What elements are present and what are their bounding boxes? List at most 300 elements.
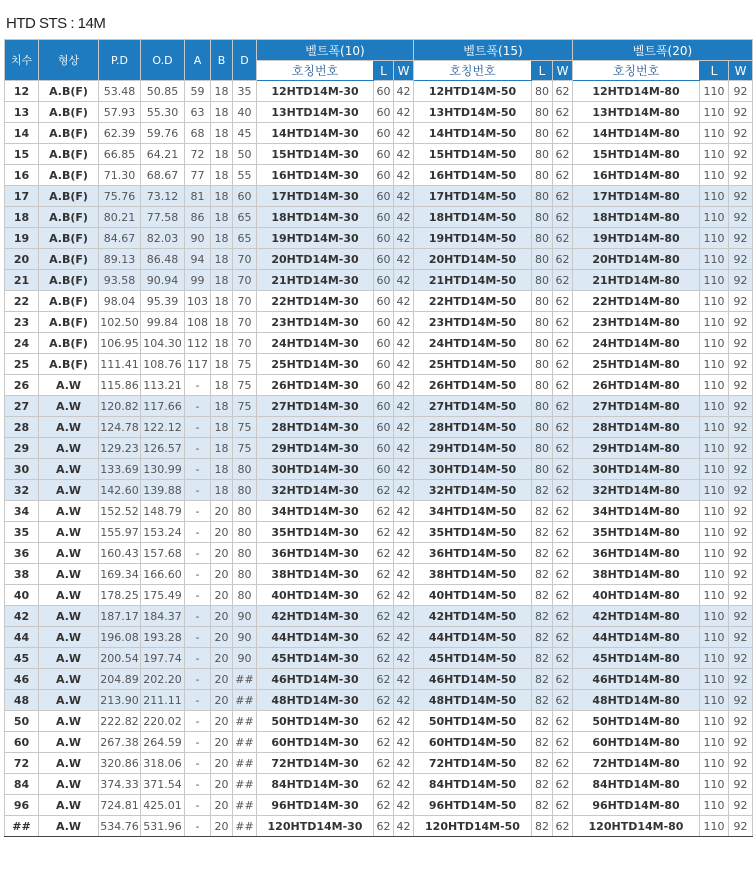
cell-b: 18 xyxy=(211,102,233,123)
cell-shape: A.B(F) xyxy=(39,102,99,123)
cell-pd: 75.76 xyxy=(99,186,141,207)
cell-c2: 23HTD14M-50 xyxy=(414,312,532,333)
cell-d: 80 xyxy=(233,480,257,501)
table-row xyxy=(5,606,753,627)
cell-size: 36 xyxy=(5,543,39,564)
cell-c3: 34HTD14M-80 xyxy=(573,501,700,522)
cell-b: 20 xyxy=(211,585,233,606)
cell-od: 264.59 xyxy=(141,732,185,753)
cell-size: 26 xyxy=(5,375,39,396)
cell-pd: 93.58 xyxy=(99,270,141,291)
cell-l2: 82 xyxy=(532,795,553,816)
cell-shape: A.W xyxy=(39,585,99,606)
header-code-10: 호칭번호 xyxy=(257,61,374,81)
cell-l1: 62 xyxy=(374,732,394,753)
cell-w1: 42 xyxy=(394,312,414,333)
cell-pd: 222.82 xyxy=(99,711,141,732)
cell-w1: 42 xyxy=(394,375,414,396)
cell-shape: A.B(F) xyxy=(39,123,99,144)
cell-w1: 42 xyxy=(394,753,414,774)
cell-d: 80 xyxy=(233,459,257,480)
cell-od: 122.12 xyxy=(141,417,185,438)
cell-size: 40 xyxy=(5,585,39,606)
table-row xyxy=(5,438,753,459)
table-row xyxy=(5,312,753,333)
cell-w1: 42 xyxy=(394,81,414,102)
cell-l2: 80 xyxy=(532,312,553,333)
cell-od: 50.85 xyxy=(141,81,185,102)
cell-c2: 44HTD14M-50 xyxy=(414,627,532,648)
cell-l2: 80 xyxy=(532,165,553,186)
cell-c2: 48HTD14M-50 xyxy=(414,690,532,711)
cell-pd: 129.23 xyxy=(99,438,141,459)
cell-b: 20 xyxy=(211,501,233,522)
cell-c1: 24HTD14M-30 xyxy=(257,333,374,354)
cell-pd: 155.97 xyxy=(99,522,141,543)
cell-a: 117 xyxy=(185,354,211,375)
cell-w1: 42 xyxy=(394,606,414,627)
cell-c3: 120HTD14M-80 xyxy=(573,816,700,837)
cell-w1: 42 xyxy=(394,522,414,543)
cell-w3: 92 xyxy=(729,753,753,774)
cell-shape: A.W xyxy=(39,417,99,438)
header-shape: 형상 xyxy=(39,40,99,81)
cell-pd: 115.86 xyxy=(99,375,141,396)
cell-pd: 142.60 xyxy=(99,480,141,501)
cell-c1: 96HTD14M-30 xyxy=(257,795,374,816)
cell-l3: 110 xyxy=(700,123,729,144)
cell-l3: 110 xyxy=(700,81,729,102)
cell-w3: 92 xyxy=(729,333,753,354)
cell-w3: 92 xyxy=(729,732,753,753)
cell-c1: 18HTD14M-30 xyxy=(257,207,374,228)
cell-l1: 60 xyxy=(374,186,394,207)
cell-c3: 40HTD14M-80 xyxy=(573,585,700,606)
cell-c3: 30HTD14M-80 xyxy=(573,459,700,480)
table-row xyxy=(5,228,753,249)
cell-c2: 84HTD14M-50 xyxy=(414,774,532,795)
cell-w3: 92 xyxy=(729,501,753,522)
cell-a: - xyxy=(185,627,211,648)
table-row xyxy=(5,585,753,606)
header-pd: P.D xyxy=(99,40,141,81)
cell-od: 153.24 xyxy=(141,522,185,543)
cell-c3: 50HTD14M-80 xyxy=(573,711,700,732)
cell-w2: 62 xyxy=(553,501,573,522)
header-belt-width-20: 벨트폭(20) xyxy=(573,40,753,61)
cell-c2: 18HTD14M-50 xyxy=(414,207,532,228)
cell-c3: 20HTD14M-80 xyxy=(573,249,700,270)
cell-d: 70 xyxy=(233,249,257,270)
cell-c1: 17HTD14M-30 xyxy=(257,186,374,207)
cell-shape: A.W xyxy=(39,669,99,690)
cell-d: 70 xyxy=(233,312,257,333)
cell-d: 40 xyxy=(233,102,257,123)
cell-pd: 178.25 xyxy=(99,585,141,606)
cell-size: 18 xyxy=(5,207,39,228)
cell-l2: 82 xyxy=(532,711,553,732)
cell-a: 108 xyxy=(185,312,211,333)
cell-d: ## xyxy=(233,774,257,795)
table-row xyxy=(5,270,753,291)
header-belt-width-10: 벨트폭(10) xyxy=(257,40,414,61)
cell-pd: 111.41 xyxy=(99,354,141,375)
table-row xyxy=(5,753,753,774)
header-d: D xyxy=(233,40,257,81)
cell-l1: 62 xyxy=(374,606,394,627)
cell-b: 18 xyxy=(211,396,233,417)
cell-l2: 82 xyxy=(532,627,553,648)
cell-a: 86 xyxy=(185,207,211,228)
header-size: 치수 xyxy=(5,40,39,81)
cell-d: ## xyxy=(233,795,257,816)
cell-size: 23 xyxy=(5,312,39,333)
cell-w2: 62 xyxy=(553,459,573,480)
cell-l1: 60 xyxy=(374,228,394,249)
cell-od: 77.58 xyxy=(141,207,185,228)
cell-w2: 62 xyxy=(553,228,573,249)
cell-b: 20 xyxy=(211,522,233,543)
cell-pd: 200.54 xyxy=(99,648,141,669)
cell-b: 18 xyxy=(211,480,233,501)
cell-l3: 110 xyxy=(700,606,729,627)
cell-w1: 42 xyxy=(394,480,414,501)
cell-d: 80 xyxy=(233,522,257,543)
cell-l3: 110 xyxy=(700,438,729,459)
cell-b: 18 xyxy=(211,186,233,207)
cell-l1: 60 xyxy=(374,375,394,396)
cell-c2: 12HTD14M-50 xyxy=(414,81,532,102)
cell-d: 80 xyxy=(233,585,257,606)
cell-pd: 80.21 xyxy=(99,207,141,228)
cell-c3: 45HTD14M-80 xyxy=(573,648,700,669)
cell-shape: A.B(F) xyxy=(39,186,99,207)
cell-w3: 92 xyxy=(729,459,753,480)
cell-c2: 29HTD14M-50 xyxy=(414,438,532,459)
cell-c3: 38HTD14M-80 xyxy=(573,564,700,585)
cell-a: - xyxy=(185,543,211,564)
cell-c1: 16HTD14M-30 xyxy=(257,165,374,186)
cell-c2: 26HTD14M-50 xyxy=(414,375,532,396)
cell-c2: 60HTD14M-50 xyxy=(414,732,532,753)
cell-w2: 62 xyxy=(553,753,573,774)
cell-b: 20 xyxy=(211,543,233,564)
cell-l3: 110 xyxy=(700,585,729,606)
cell-c2: 45HTD14M-50 xyxy=(414,648,532,669)
cell-w1: 42 xyxy=(394,564,414,585)
cell-c1: 12HTD14M-30 xyxy=(257,81,374,102)
cell-c1: 84HTD14M-30 xyxy=(257,774,374,795)
table-row xyxy=(5,207,753,228)
cell-w1: 42 xyxy=(394,354,414,375)
cell-w1: 42 xyxy=(394,501,414,522)
cell-c1: 50HTD14M-30 xyxy=(257,711,374,732)
cell-od: 130.99 xyxy=(141,459,185,480)
cell-c3: 24HTD14M-80 xyxy=(573,333,700,354)
cell-l3: 110 xyxy=(700,648,729,669)
cell-pd: 320.86 xyxy=(99,753,141,774)
cell-od: 82.03 xyxy=(141,228,185,249)
cell-shape: A.W xyxy=(39,816,99,837)
cell-w3: 92 xyxy=(729,270,753,291)
cell-shape: A.W xyxy=(39,606,99,627)
cell-w2: 62 xyxy=(553,816,573,837)
header-od: O.D xyxy=(141,40,185,81)
cell-c1: 20HTD14M-30 xyxy=(257,249,374,270)
cell-l2: 80 xyxy=(532,270,553,291)
cell-w2: 62 xyxy=(553,81,573,102)
cell-w3: 92 xyxy=(729,669,753,690)
cell-w2: 62 xyxy=(553,795,573,816)
cell-b: 20 xyxy=(211,690,233,711)
cell-pd: 133.69 xyxy=(99,459,141,480)
table-row xyxy=(5,186,753,207)
cell-b: 18 xyxy=(211,312,233,333)
cell-c2: 120HTD14M-50 xyxy=(414,816,532,837)
table-body xyxy=(5,81,753,837)
cell-b: 18 xyxy=(211,228,233,249)
cell-w3: 92 xyxy=(729,102,753,123)
cell-w2: 62 xyxy=(553,543,573,564)
cell-w3: 92 xyxy=(729,480,753,501)
cell-d: 75 xyxy=(233,438,257,459)
cell-l1: 60 xyxy=(374,144,394,165)
cell-l2: 80 xyxy=(532,417,553,438)
cell-l2: 82 xyxy=(532,606,553,627)
cell-l3: 110 xyxy=(700,627,729,648)
cell-c2: 46HTD14M-50 xyxy=(414,669,532,690)
cell-d: 80 xyxy=(233,543,257,564)
cell-d: ## xyxy=(233,732,257,753)
cell-size: 42 xyxy=(5,606,39,627)
cell-l3: 110 xyxy=(700,102,729,123)
cell-shape: A.W xyxy=(39,396,99,417)
cell-l1: 60 xyxy=(374,81,394,102)
cell-od: 86.48 xyxy=(141,249,185,270)
header-w-20: W xyxy=(729,61,753,81)
cell-c1: 45HTD14M-30 xyxy=(257,648,374,669)
cell-c3: 25HTD14M-80 xyxy=(573,354,700,375)
cell-c2: 36HTD14M-50 xyxy=(414,543,532,564)
cell-d: ## xyxy=(233,753,257,774)
cell-l1: 62 xyxy=(374,669,394,690)
cell-w2: 62 xyxy=(553,144,573,165)
table-row xyxy=(5,333,753,354)
cell-c2: 21HTD14M-50 xyxy=(414,270,532,291)
cell-c3: 27HTD14M-80 xyxy=(573,396,700,417)
cell-w1: 42 xyxy=(394,417,414,438)
cell-l3: 110 xyxy=(700,354,729,375)
cell-c1: 36HTD14M-30 xyxy=(257,543,374,564)
cell-w3: 92 xyxy=(729,417,753,438)
cell-b: 18 xyxy=(211,123,233,144)
table-row xyxy=(5,81,753,102)
cell-w2: 62 xyxy=(553,606,573,627)
cell-c3: 15HTD14M-80 xyxy=(573,144,700,165)
cell-b: 20 xyxy=(211,816,233,837)
cell-shape: A.W xyxy=(39,543,99,564)
cell-w2: 62 xyxy=(553,333,573,354)
cell-a: - xyxy=(185,417,211,438)
cell-a: - xyxy=(185,480,211,501)
cell-l2: 80 xyxy=(532,333,553,354)
cell-l2: 82 xyxy=(532,648,553,669)
cell-w1: 42 xyxy=(394,711,414,732)
cell-l1: 62 xyxy=(374,627,394,648)
cell-b: 18 xyxy=(211,270,233,291)
header-l-15: L xyxy=(532,61,553,81)
cell-c2: 15HTD14M-50 xyxy=(414,144,532,165)
cell-d: 45 xyxy=(233,123,257,144)
cell-c3: 48HTD14M-80 xyxy=(573,690,700,711)
cell-c3: 60HTD14M-80 xyxy=(573,732,700,753)
cell-w3: 92 xyxy=(729,585,753,606)
table-row xyxy=(5,249,753,270)
cell-c3: 17HTD14M-80 xyxy=(573,186,700,207)
cell-c2: 35HTD14M-50 xyxy=(414,522,532,543)
cell-a: - xyxy=(185,732,211,753)
cell-w1: 42 xyxy=(394,627,414,648)
cell-l2: 82 xyxy=(532,816,553,837)
cell-a: 90 xyxy=(185,228,211,249)
cell-a: - xyxy=(185,501,211,522)
cell-l3: 110 xyxy=(700,270,729,291)
cell-c3: 14HTD14M-80 xyxy=(573,123,700,144)
cell-od: 371.54 xyxy=(141,774,185,795)
cell-size: 12 xyxy=(5,81,39,102)
cell-c1: 34HTD14M-30 xyxy=(257,501,374,522)
cell-l3: 110 xyxy=(700,816,729,837)
cell-pd: 169.34 xyxy=(99,564,141,585)
cell-d: 80 xyxy=(233,564,257,585)
cell-l2: 82 xyxy=(532,501,553,522)
cell-w2: 62 xyxy=(553,207,573,228)
cell-od: 157.68 xyxy=(141,543,185,564)
cell-w2: 62 xyxy=(553,732,573,753)
cell-a: - xyxy=(185,816,211,837)
table-row xyxy=(5,102,753,123)
cell-c2: 17HTD14M-50 xyxy=(414,186,532,207)
cell-b: 18 xyxy=(211,207,233,228)
cell-shape: A.B(F) xyxy=(39,291,99,312)
cell-l3: 110 xyxy=(700,501,729,522)
table-row xyxy=(5,711,753,732)
cell-l2: 80 xyxy=(532,81,553,102)
cell-w3: 92 xyxy=(729,186,753,207)
cell-d: 60 xyxy=(233,186,257,207)
cell-w1: 42 xyxy=(394,690,414,711)
cell-w1: 42 xyxy=(394,438,414,459)
cell-c2: 24HTD14M-50 xyxy=(414,333,532,354)
cell-w3: 92 xyxy=(729,375,753,396)
cell-w2: 62 xyxy=(553,270,573,291)
cell-w3: 92 xyxy=(729,396,753,417)
header-l-10: L xyxy=(374,61,394,81)
table-row xyxy=(5,396,753,417)
cell-a: 112 xyxy=(185,333,211,354)
cell-c1: 42HTD14M-30 xyxy=(257,606,374,627)
table-row xyxy=(5,732,753,753)
cell-od: 425.01 xyxy=(141,795,185,816)
cell-shape: A.W xyxy=(39,459,99,480)
cell-pd: 89.13 xyxy=(99,249,141,270)
table-row xyxy=(5,501,753,522)
cell-c2: 32HTD14M-50 xyxy=(414,480,532,501)
cell-l1: 62 xyxy=(374,795,394,816)
cell-pd: 213.90 xyxy=(99,690,141,711)
cell-size: 50 xyxy=(5,711,39,732)
cell-shape: A.W xyxy=(39,627,99,648)
cell-c1: 25HTD14M-30 xyxy=(257,354,374,375)
table-row xyxy=(5,690,753,711)
cell-l3: 110 xyxy=(700,564,729,585)
cell-b: 20 xyxy=(211,795,233,816)
cell-d: 65 xyxy=(233,228,257,249)
table-row xyxy=(5,774,753,795)
cell-l2: 80 xyxy=(532,123,553,144)
cell-c3: 35HTD14M-80 xyxy=(573,522,700,543)
cell-w3: 92 xyxy=(729,795,753,816)
cell-pd: 98.04 xyxy=(99,291,141,312)
cell-pd: 204.89 xyxy=(99,669,141,690)
cell-w1: 42 xyxy=(394,186,414,207)
cell-w1: 42 xyxy=(394,774,414,795)
cell-w1: 42 xyxy=(394,144,414,165)
cell-w3: 92 xyxy=(729,816,753,837)
table-row xyxy=(5,648,753,669)
cell-w1: 42 xyxy=(394,207,414,228)
cell-l3: 110 xyxy=(700,165,729,186)
cell-b: 20 xyxy=(211,732,233,753)
cell-c1: 35HTD14M-30 xyxy=(257,522,374,543)
cell-d: 80 xyxy=(233,501,257,522)
table-row xyxy=(5,480,753,501)
cell-od: 175.49 xyxy=(141,585,185,606)
table-row xyxy=(5,144,753,165)
cell-size: 46 xyxy=(5,669,39,690)
cell-l3: 110 xyxy=(700,144,729,165)
cell-size: 48 xyxy=(5,690,39,711)
cell-od: 113.21 xyxy=(141,375,185,396)
cell-l2: 82 xyxy=(532,774,553,795)
cell-a: 94 xyxy=(185,249,211,270)
table-row xyxy=(5,459,753,480)
cell-d: 70 xyxy=(233,270,257,291)
header-w-10: W xyxy=(394,61,414,81)
cell-pd: 534.76 xyxy=(99,816,141,837)
table-row xyxy=(5,543,753,564)
table-row xyxy=(5,522,753,543)
cell-w3: 92 xyxy=(729,207,753,228)
cell-size: 21 xyxy=(5,270,39,291)
cell-a: - xyxy=(185,375,211,396)
cell-l3: 110 xyxy=(700,291,729,312)
cell-l3: 110 xyxy=(700,711,729,732)
cell-l2: 82 xyxy=(532,585,553,606)
cell-shape: A.W xyxy=(39,564,99,585)
cell-l3: 110 xyxy=(700,480,729,501)
cell-shape: A.B(F) xyxy=(39,354,99,375)
cell-shape: A.B(F) xyxy=(39,81,99,102)
cell-od: 148.79 xyxy=(141,501,185,522)
cell-l1: 60 xyxy=(374,291,394,312)
cell-c2: 50HTD14M-50 xyxy=(414,711,532,732)
cell-od: 220.02 xyxy=(141,711,185,732)
cell-b: 18 xyxy=(211,291,233,312)
cell-c1: 48HTD14M-30 xyxy=(257,690,374,711)
cell-shape: A.B(F) xyxy=(39,312,99,333)
cell-l1: 60 xyxy=(374,354,394,375)
